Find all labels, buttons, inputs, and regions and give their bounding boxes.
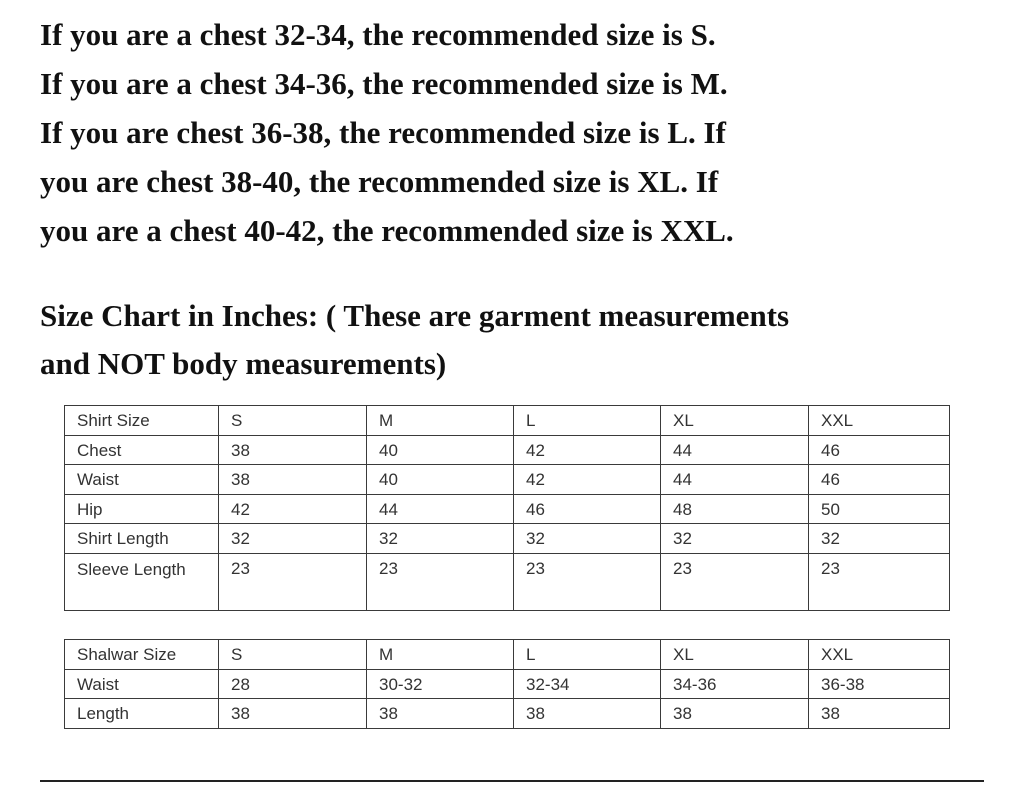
table-cell: 46 — [809, 435, 950, 465]
header-cell: S — [219, 406, 367, 436]
table-cell: 32 — [367, 524, 514, 554]
header-cell: L — [514, 406, 661, 436]
table-cell: 32 — [219, 524, 367, 554]
table-cell: 48 — [661, 494, 809, 524]
header-cell: Shirt Size — [65, 406, 219, 436]
shirt-size-table — [64, 405, 950, 611]
heading-line: and NOT body measurements) — [40, 346, 447, 381]
table-cell: 38 — [219, 465, 367, 495]
size-chart-heading — [40, 292, 940, 388]
table-cell: 23 — [514, 553, 661, 610]
table-cell: 40 — [367, 435, 514, 465]
row-label-cell: Sleeve Length — [65, 553, 219, 610]
table-row — [65, 465, 950, 495]
table-cell: 23 — [219, 553, 367, 610]
table-cell: 42 — [219, 494, 367, 524]
table-cell: 38 — [809, 699, 950, 729]
table-cell: 44 — [661, 435, 809, 465]
table-row — [65, 699, 950, 729]
table-cell: 42 — [514, 465, 661, 495]
table-cell: 32 — [661, 524, 809, 554]
table-cell: 30-32 — [367, 669, 514, 699]
row-label-cell: Waist — [65, 465, 219, 495]
table-cell: 50 — [809, 494, 950, 524]
row-label-cell: Length — [65, 699, 219, 729]
table-cell: 32-34 — [514, 669, 661, 699]
table-cell: 38 — [367, 699, 514, 729]
intro-line: If you are a chest 34-36, the recommended size is M. — [40, 66, 728, 101]
table-cell: 28 — [219, 669, 367, 699]
intro-line: If you are chest 36-38, the recommended size is L. If — [40, 115, 726, 150]
table-cell: 38 — [514, 699, 661, 729]
table-cell: 36-38 — [809, 669, 950, 699]
heading-line: Size Chart in Inches: ( These are garment measurements — [40, 298, 790, 333]
table-cell: 38 — [219, 699, 367, 729]
table-header-row — [65, 406, 950, 436]
header-cell: L — [514, 640, 661, 670]
header-cell: Shalwar Size — [65, 640, 219, 670]
table-cell: 34-36 — [661, 669, 809, 699]
table-row — [65, 669, 950, 699]
header-cell: M — [367, 640, 514, 670]
table-cell: 32 — [809, 524, 950, 554]
table-cell: 32 — [514, 524, 661, 554]
table-cell: 23 — [367, 553, 514, 610]
table-cell: 38 — [219, 435, 367, 465]
table-cell: 42 — [514, 435, 661, 465]
row-label-cell: Shirt Length — [65, 524, 219, 554]
table-cell: 38 — [661, 699, 809, 729]
header-cell: XL — [661, 406, 809, 436]
table-cell: 23 — [809, 553, 950, 610]
table-cell: 46 — [809, 465, 950, 495]
row-label-cell: Waist — [65, 669, 219, 699]
header-cell: XXL — [809, 406, 950, 436]
table-cell: 23 — [661, 553, 809, 610]
intro-line: If you are a chest 32-34, the recommended size is S. — [40, 17, 716, 52]
table-cell: 46 — [514, 494, 661, 524]
row-label-cell: Chest — [65, 435, 219, 465]
table-row — [65, 553, 950, 610]
table-row — [65, 435, 950, 465]
intro-line: you are chest 38-40, the recommended size is XL. If — [40, 164, 719, 199]
table-header-row — [65, 640, 950, 670]
header-cell: M — [367, 406, 514, 436]
table-cell: 44 — [661, 465, 809, 495]
table-cell: 44 — [367, 494, 514, 524]
header-cell: XL — [661, 640, 809, 670]
header-cell: XXL — [809, 640, 950, 670]
table-row — [65, 494, 950, 524]
shalwar-size-table — [64, 639, 950, 729]
table-cell: 40 — [367, 465, 514, 495]
row-label-cell: Hip — [65, 494, 219, 524]
recommendation-paragraph — [40, 10, 940, 255]
header-cell: S — [219, 640, 367, 670]
horizontal-divider — [40, 780, 984, 782]
table-row — [65, 524, 950, 554]
intro-line: you are a chest 40-42, the recommended size is XXL. — [40, 213, 734, 248]
